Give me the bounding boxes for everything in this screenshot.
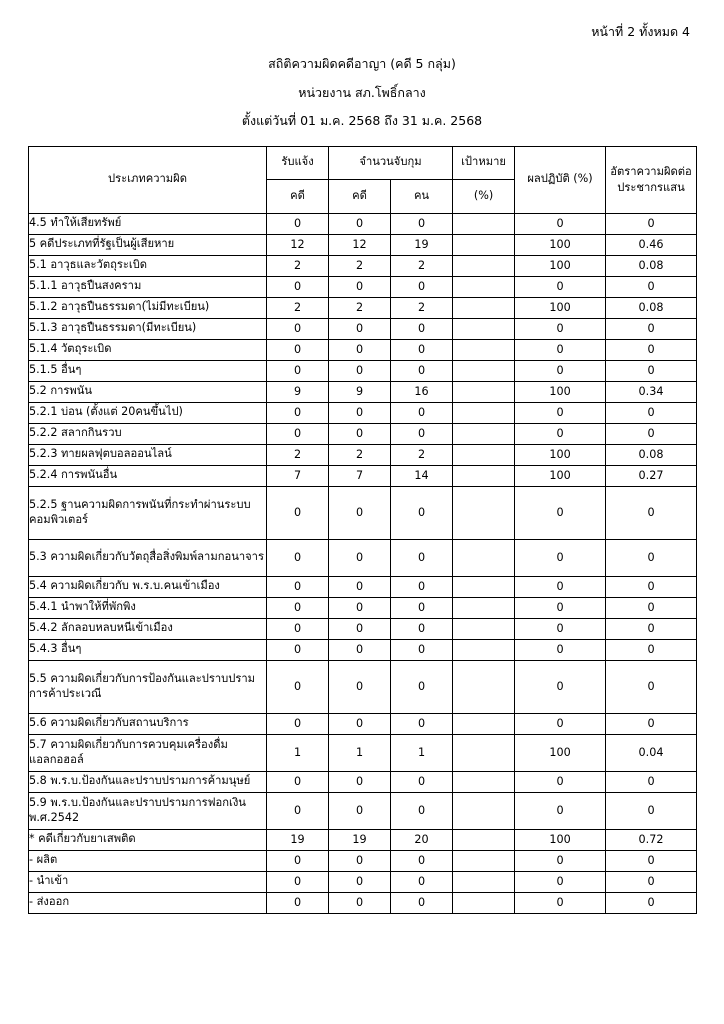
cell-target bbox=[453, 618, 515, 639]
cell-arrest-cases: 0 bbox=[329, 360, 391, 381]
cell-rate: 0 bbox=[606, 660, 697, 713]
cell-rate: 0 bbox=[606, 318, 697, 339]
header-arrests: จำนวนจับกุม bbox=[329, 146, 453, 180]
cell-target bbox=[453, 892, 515, 913]
table-row bbox=[29, 660, 697, 713]
table-row bbox=[29, 444, 697, 465]
cell-arrest-cases: 0 bbox=[329, 618, 391, 639]
table-row bbox=[29, 539, 697, 576]
cell-reported-cases: 19 bbox=[267, 829, 329, 850]
cell-performance: 0 bbox=[515, 539, 606, 576]
cell-performance: 0 bbox=[515, 576, 606, 597]
header-reported-cases: คดี bbox=[267, 180, 329, 214]
cell-performance: 0 bbox=[515, 276, 606, 297]
cell-category: 5.1.5 อื่นๆ bbox=[29, 360, 267, 381]
cell-reported-cases: 0 bbox=[267, 850, 329, 871]
cell-rate: 0.72 bbox=[606, 829, 697, 850]
cell-performance: 0 bbox=[515, 339, 606, 360]
cell-arrest-cases: 7 bbox=[329, 465, 391, 486]
cell-arrest-persons: 0 bbox=[391, 660, 453, 713]
cell-target bbox=[453, 771, 515, 792]
cell-arrest-cases: 0 bbox=[329, 597, 391, 618]
cell-arrest-persons: 2 bbox=[391, 297, 453, 318]
table-row bbox=[29, 276, 697, 297]
cell-category: 5.1.1 อาวุธปืนสงคราม bbox=[29, 276, 267, 297]
cell-arrest-persons: 0 bbox=[391, 892, 453, 913]
table-row bbox=[29, 792, 697, 829]
table-header bbox=[29, 146, 697, 213]
cell-target bbox=[453, 444, 515, 465]
table-row bbox=[29, 618, 697, 639]
cell-reported-cases: 0 bbox=[267, 792, 329, 829]
cell-performance: 0 bbox=[515, 423, 606, 444]
cell-category: 5.9 พ.ร.บ.ป้องกันและปราบปรามการฟอกเงิน พ.ศ.2542 bbox=[29, 792, 267, 829]
table-row bbox=[29, 255, 697, 276]
table-row bbox=[29, 576, 697, 597]
cell-target bbox=[453, 792, 515, 829]
cell-arrest-persons: 0 bbox=[391, 639, 453, 660]
cell-reported-cases: 0 bbox=[267, 486, 329, 539]
cell-category: 5.6 ความผิดเกี่ยวกับสถานบริการ bbox=[29, 713, 267, 734]
cell-category: - ส่งออก bbox=[29, 892, 267, 913]
cell-rate: 0.46 bbox=[606, 234, 697, 255]
cell-reported-cases: 0 bbox=[267, 402, 329, 423]
cell-category: 5.5 ความผิดเกี่ยวกับการป้องกันและปราบปรามการค้าประเวณี bbox=[29, 660, 267, 713]
cell-performance: 100 bbox=[515, 255, 606, 276]
cell-reported-cases: 0 bbox=[267, 576, 329, 597]
cell-arrest-persons: 0 bbox=[391, 771, 453, 792]
cell-category: 5.2.2 สลากกินรวบ bbox=[29, 423, 267, 444]
table-row bbox=[29, 213, 697, 234]
cell-reported-cases: 0 bbox=[267, 213, 329, 234]
cell-category: 5.2.5 ฐานความผิดการพนันที่กระทำผ่านระบบคอมพิวเตอร์ bbox=[29, 486, 267, 539]
cell-target bbox=[453, 381, 515, 402]
cell-target bbox=[453, 297, 515, 318]
cell-target bbox=[453, 660, 515, 713]
cell-target bbox=[453, 871, 515, 892]
cell-performance: 0 bbox=[515, 213, 606, 234]
report-date-range: ตั้งแต่วันที่ 01 ม.ค. 2568 ถึง 31 ม.ค. 2568 bbox=[241, 113, 483, 128]
cell-rate: 0 bbox=[606, 892, 697, 913]
cell-target bbox=[453, 829, 515, 850]
cell-reported-cases: 0 bbox=[267, 639, 329, 660]
cell-target bbox=[453, 639, 515, 660]
header-category: ประเภทความผิด bbox=[29, 146, 267, 213]
cell-performance: 0 bbox=[515, 360, 606, 381]
cell-target bbox=[453, 539, 515, 576]
cell-arrest-persons: 0 bbox=[391, 423, 453, 444]
cell-arrest-cases: 0 bbox=[329, 539, 391, 576]
cell-performance: 0 bbox=[515, 618, 606, 639]
cell-arrest-persons: 0 bbox=[391, 486, 453, 539]
cell-rate: 0 bbox=[606, 713, 697, 734]
cell-performance: 0 bbox=[515, 871, 606, 892]
cell-reported-cases: 0 bbox=[267, 771, 329, 792]
cell-arrest-persons: 0 bbox=[391, 850, 453, 871]
cell-category: 5.1.2 อาวุธปืนธรรมดา(ไม่มีทะเบียน) bbox=[29, 297, 267, 318]
report-title-block bbox=[28, 58, 696, 128]
cell-target bbox=[453, 213, 515, 234]
cell-performance: 0 bbox=[515, 892, 606, 913]
table-row bbox=[29, 234, 697, 255]
cell-arrest-persons: 0 bbox=[391, 539, 453, 576]
cell-category: 5.4.2 ลักลอบหลบหนีเข้าเมือง bbox=[29, 618, 267, 639]
cell-rate: 0 bbox=[606, 360, 697, 381]
cell-performance: 0 bbox=[515, 660, 606, 713]
cell-arrest-persons: 0 bbox=[391, 276, 453, 297]
cell-category: 5.2 การพนัน bbox=[29, 381, 267, 402]
cell-rate: 0.27 bbox=[606, 465, 697, 486]
cell-performance: 0 bbox=[515, 792, 606, 829]
cell-target bbox=[453, 402, 515, 423]
cell-rate: 0.04 bbox=[606, 734, 697, 771]
cell-rate: 0 bbox=[606, 539, 697, 576]
cell-arrest-cases: 0 bbox=[329, 213, 391, 234]
cell-reported-cases: 0 bbox=[267, 618, 329, 639]
cell-reported-cases: 2 bbox=[267, 255, 329, 276]
cell-arrest-cases: 0 bbox=[329, 771, 391, 792]
cell-performance: 0 bbox=[515, 402, 606, 423]
cell-reported-cases: 12 bbox=[267, 234, 329, 255]
cell-arrest-cases: 9 bbox=[329, 381, 391, 402]
cell-arrest-cases: 2 bbox=[329, 444, 391, 465]
cell-rate: 0.08 bbox=[606, 255, 697, 276]
cell-category: 5.3 ความผิดเกี่ยวกับวัตถุสื่อสิ่งพิมพ์ลามกอนาจาร bbox=[29, 539, 267, 576]
header-target: เป้าหมาย bbox=[453, 146, 515, 180]
cell-arrest-cases: 2 bbox=[329, 255, 391, 276]
cell-reported-cases: 0 bbox=[267, 423, 329, 444]
cell-arrest-cases: 0 bbox=[329, 792, 391, 829]
cell-arrest-cases: 0 bbox=[329, 318, 391, 339]
cell-target bbox=[453, 465, 515, 486]
cell-arrest-cases: 0 bbox=[329, 402, 391, 423]
cell-category: 4.5 ทำให้เสียทรัพย์ bbox=[29, 213, 267, 234]
cell-performance: 0 bbox=[515, 850, 606, 871]
cell-target bbox=[453, 360, 515, 381]
cell-arrest-persons: 2 bbox=[391, 255, 453, 276]
cell-reported-cases: 0 bbox=[267, 713, 329, 734]
cell-arrest-cases: 0 bbox=[329, 486, 391, 539]
cell-arrest-persons: 0 bbox=[391, 213, 453, 234]
cell-reported-cases: 0 bbox=[267, 597, 329, 618]
header-reported: รับแจ้ง bbox=[267, 146, 329, 180]
table-row bbox=[29, 297, 697, 318]
cell-target bbox=[453, 850, 515, 871]
table-row bbox=[29, 850, 697, 871]
cell-category: 5.2.1 บ่อน (ตั้งแต่ 20คนขึ้นไป) bbox=[29, 402, 267, 423]
cell-reported-cases: 0 bbox=[267, 660, 329, 713]
cell-arrest-cases: 0 bbox=[329, 639, 391, 660]
table-row bbox=[29, 713, 697, 734]
cell-performance: 100 bbox=[515, 734, 606, 771]
cell-arrest-persons: 16 bbox=[391, 381, 453, 402]
table-row bbox=[29, 402, 697, 423]
cell-arrest-cases: 1 bbox=[329, 734, 391, 771]
header-rate: อัตราความผิดต่อประชากรแสน bbox=[606, 146, 697, 213]
cell-rate: 0.34 bbox=[606, 381, 697, 402]
cell-arrest-persons: 0 bbox=[391, 618, 453, 639]
cell-category: 5.2.3 ทายผลฟุตบอลออนไลน์ bbox=[29, 444, 267, 465]
cell-reported-cases: 0 bbox=[267, 871, 329, 892]
cell-category: 5.4 ความผิดเกี่ยวกับ พ.ร.บ.คนเข้าเมือง bbox=[29, 576, 267, 597]
cell-target bbox=[453, 576, 515, 597]
cell-category: 5.7 ความผิดเกี่ยวกับการควบคุมเครื่องดื่มแอลกอฮอล์ bbox=[29, 734, 267, 771]
table-row bbox=[29, 318, 697, 339]
cell-arrest-cases: 12 bbox=[329, 234, 391, 255]
cell-arrest-cases: 2 bbox=[329, 297, 391, 318]
cell-rate: 0 bbox=[606, 486, 697, 539]
cell-arrest-persons: 0 bbox=[391, 576, 453, 597]
cell-rate: 0 bbox=[606, 618, 697, 639]
cell-arrest-persons: 1 bbox=[391, 734, 453, 771]
cell-performance: 100 bbox=[515, 234, 606, 255]
table-row bbox=[29, 486, 697, 539]
report-title: สถิติความผิดคดีอาญา (คดี 5 กลุ่ม) bbox=[268, 56, 456, 71]
cell-rate: 0 bbox=[606, 213, 697, 234]
cell-arrest-persons: 2 bbox=[391, 444, 453, 465]
cell-reported-cases: 0 bbox=[267, 318, 329, 339]
cell-reported-cases: 0 bbox=[267, 539, 329, 576]
header-arrest-cases: คดี bbox=[329, 180, 391, 214]
page-number: หน้าที่ 2 ทั้งหมด 4 bbox=[591, 24, 690, 39]
table-body bbox=[29, 213, 697, 913]
cell-category: 5 คดีประเภทที่รัฐเป็นผู้เสียหาย bbox=[29, 234, 267, 255]
cell-rate: 0.08 bbox=[606, 297, 697, 318]
cell-category: 5.2.4 การพนันอื่น bbox=[29, 465, 267, 486]
cell-arrest-cases: 0 bbox=[329, 276, 391, 297]
cell-target bbox=[453, 597, 515, 618]
cell-performance: 100 bbox=[515, 829, 606, 850]
cell-performance: 0 bbox=[515, 597, 606, 618]
table-row bbox=[29, 597, 697, 618]
cell-arrest-persons: 14 bbox=[391, 465, 453, 486]
cell-reported-cases: 0 bbox=[267, 339, 329, 360]
cell-arrest-cases: 0 bbox=[329, 871, 391, 892]
cell-category: 5.4.1 นำพาให้ที่พักพิง bbox=[29, 597, 267, 618]
cell-category: - ผลิต bbox=[29, 850, 267, 871]
report-agency: หน่วยงาน สภ.โพธิ์กลาง bbox=[298, 84, 426, 100]
table-row bbox=[29, 734, 697, 771]
cell-rate: 0 bbox=[606, 871, 697, 892]
cell-target bbox=[453, 734, 515, 771]
cell-rate: 0 bbox=[606, 423, 697, 444]
cell-target bbox=[453, 234, 515, 255]
table-row bbox=[29, 339, 697, 360]
cell-arrest-persons: 0 bbox=[391, 318, 453, 339]
cell-target bbox=[453, 339, 515, 360]
table-row bbox=[29, 381, 697, 402]
cell-reported-cases: 7 bbox=[267, 465, 329, 486]
cell-reported-cases: 0 bbox=[267, 360, 329, 381]
cell-arrest-cases: 0 bbox=[329, 660, 391, 713]
table-row bbox=[29, 360, 697, 381]
cell-arrest-persons: 0 bbox=[391, 339, 453, 360]
cell-performance: 0 bbox=[515, 318, 606, 339]
cell-reported-cases: 2 bbox=[267, 297, 329, 318]
cell-rate: 0.08 bbox=[606, 444, 697, 465]
cell-arrest-cases: 0 bbox=[329, 339, 391, 360]
cell-rate: 0 bbox=[606, 792, 697, 829]
cell-arrest-persons: 0 bbox=[391, 713, 453, 734]
cell-arrest-cases: 0 bbox=[329, 892, 391, 913]
table-row bbox=[29, 892, 697, 913]
cell-arrest-persons: 0 bbox=[391, 792, 453, 829]
table-row bbox=[29, 871, 697, 892]
cell-reported-cases: 0 bbox=[267, 892, 329, 913]
cell-rate: 0 bbox=[606, 576, 697, 597]
cell-category: * คดีเกี่ยวกับยาเสพติด bbox=[29, 829, 267, 850]
cell-category: 5.1.3 อาวุธปืนธรรมดา(มีทะเบียน) bbox=[29, 318, 267, 339]
header-arrest-persons: คน bbox=[391, 180, 453, 214]
table-row bbox=[29, 423, 697, 444]
cell-rate: 0 bbox=[606, 339, 697, 360]
cell-category: 5.4.3 อื่นๆ bbox=[29, 639, 267, 660]
cell-target bbox=[453, 713, 515, 734]
cell-arrest-cases: 0 bbox=[329, 576, 391, 597]
cell-reported-cases: 9 bbox=[267, 381, 329, 402]
cell-arrest-persons: 0 bbox=[391, 597, 453, 618]
cell-performance: 0 bbox=[515, 713, 606, 734]
cell-arrest-cases: 0 bbox=[329, 423, 391, 444]
cell-rate: 0 bbox=[606, 771, 697, 792]
cell-category: 5.1.4 วัตถุระเบิด bbox=[29, 339, 267, 360]
table-row bbox=[29, 465, 697, 486]
cell-target bbox=[453, 255, 515, 276]
cell-arrest-cases: 0 bbox=[329, 713, 391, 734]
cell-target bbox=[453, 318, 515, 339]
table-row bbox=[29, 639, 697, 660]
cell-category: - นำเข้า bbox=[29, 871, 267, 892]
cell-rate: 0 bbox=[606, 850, 697, 871]
cell-target bbox=[453, 423, 515, 444]
cell-arrest-persons: 0 bbox=[391, 871, 453, 892]
cell-target bbox=[453, 276, 515, 297]
cell-arrest-persons: 20 bbox=[391, 829, 453, 850]
cell-reported-cases: 1 bbox=[267, 734, 329, 771]
cell-performance: 0 bbox=[515, 639, 606, 660]
header-performance: ผลปฏิบัติ (%) bbox=[515, 146, 606, 213]
cell-rate: 0 bbox=[606, 597, 697, 618]
cell-performance: 0 bbox=[515, 771, 606, 792]
cell-arrest-persons: 0 bbox=[391, 360, 453, 381]
cell-rate: 0 bbox=[606, 276, 697, 297]
cell-performance: 100 bbox=[515, 297, 606, 318]
cell-category: 5.1 อาวุธและวัตถุระเบิด bbox=[29, 255, 267, 276]
cell-performance: 100 bbox=[515, 465, 606, 486]
cell-rate: 0 bbox=[606, 639, 697, 660]
cell-performance: 0 bbox=[515, 486, 606, 539]
cell-rate: 0 bbox=[606, 402, 697, 423]
cell-category: 5.8 พ.ร.บ.ป้องกันและปราบปรามการค้ามนุษย์ bbox=[29, 771, 267, 792]
cell-target bbox=[453, 486, 515, 539]
cell-reported-cases: 2 bbox=[267, 444, 329, 465]
cell-arrest-cases: 0 bbox=[329, 850, 391, 871]
cell-performance: 100 bbox=[515, 444, 606, 465]
cell-arrest-persons: 19 bbox=[391, 234, 453, 255]
cell-arrest-persons: 0 bbox=[391, 402, 453, 423]
table-row bbox=[29, 771, 697, 792]
cell-reported-cases: 0 bbox=[267, 276, 329, 297]
statistics-table bbox=[28, 146, 697, 914]
cell-arrest-cases: 19 bbox=[329, 829, 391, 850]
table-row bbox=[29, 829, 697, 850]
cell-performance: 100 bbox=[515, 381, 606, 402]
header-target-percent: (%) bbox=[453, 180, 515, 214]
